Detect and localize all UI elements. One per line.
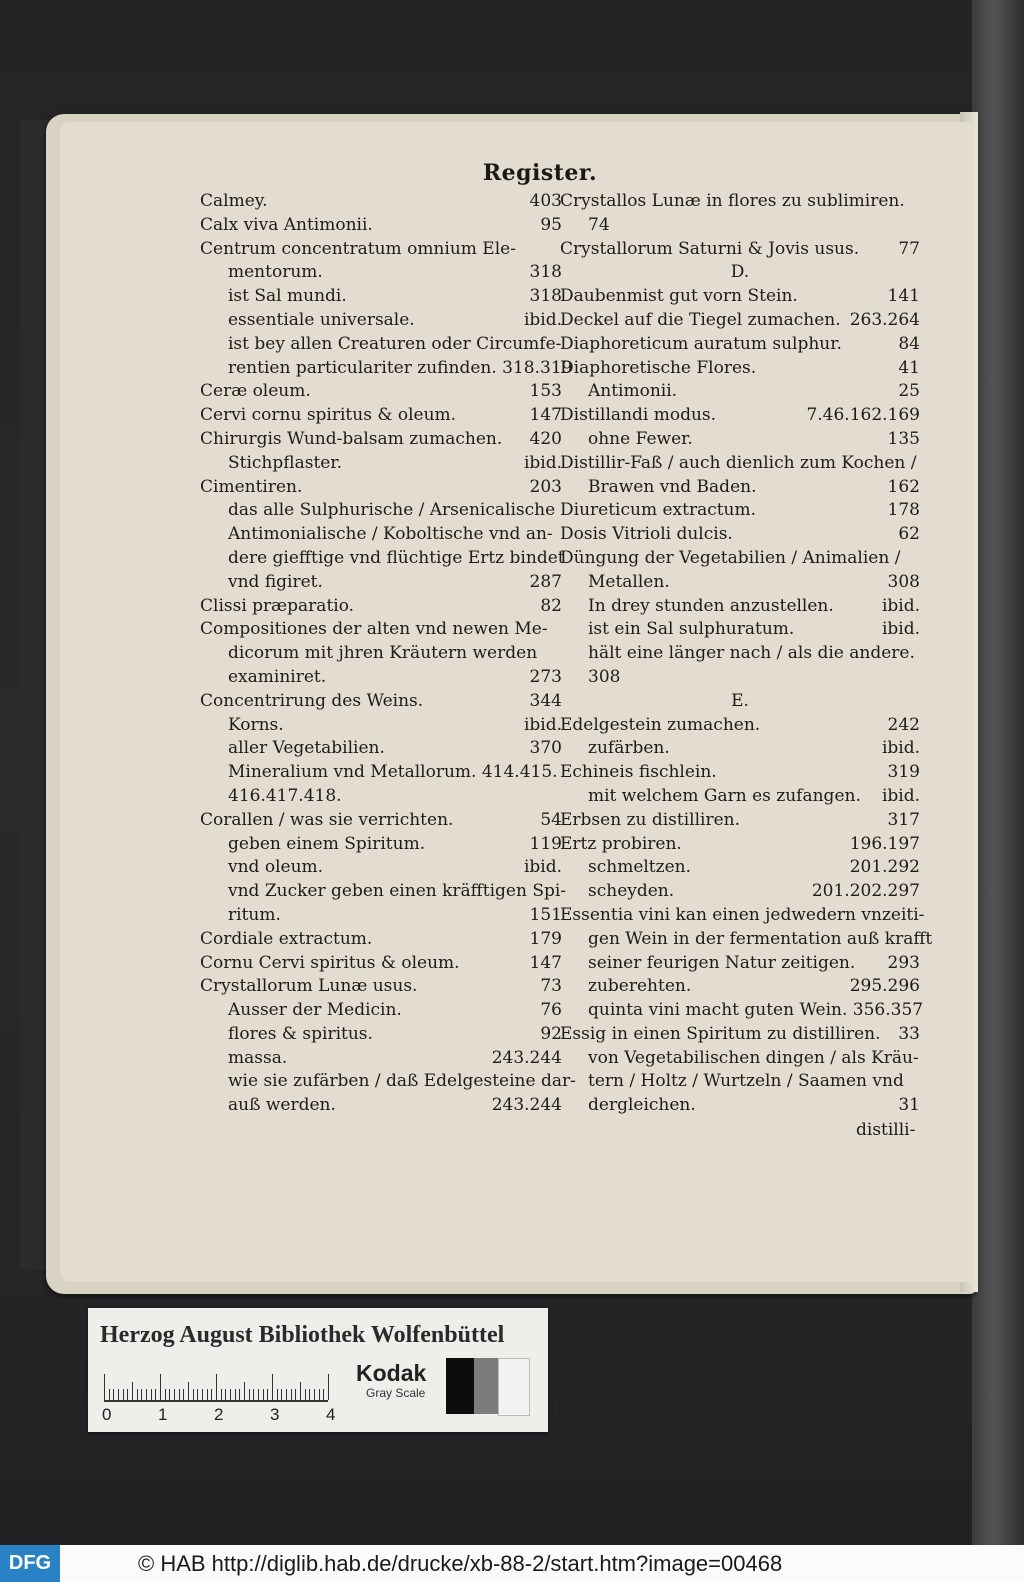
entry-page-number: 196.197 <box>849 833 920 854</box>
register-entry <box>200 1094 562 1118</box>
register-entry <box>200 833 562 857</box>
entry-page-number: 25 <box>898 381 920 402</box>
register-entry <box>560 809 920 833</box>
entry-page-number: 308 <box>887 571 920 592</box>
entry-text: Antimonii. <box>588 381 678 402</box>
entry-text: Dosis Vitrioli dulcis. <box>560 524 733 545</box>
gray-patch <box>474 1358 498 1414</box>
ruler-tick <box>291 1389 292 1400</box>
entry-page-number: 420 <box>529 428 562 449</box>
register-entry <box>560 214 920 238</box>
entry-page-number: 162 <box>887 476 920 497</box>
entry-text: Ertz probiren. <box>560 833 682 854</box>
entry-text: gen Wein in der fermentation auß krafft <box>588 928 933 949</box>
ruler-tick <box>253 1389 254 1400</box>
register-entry <box>560 785 920 809</box>
entry-page-number: 135 <box>887 428 920 449</box>
entry-page-number: 147 <box>529 952 562 973</box>
entry-page-number: ibid. <box>881 595 920 616</box>
register-entry <box>200 952 562 976</box>
ruler-tick <box>309 1389 310 1400</box>
register-entry <box>560 642 920 666</box>
entry-text: ist bey allen Creaturen oder Circumfe- <box>228 333 562 354</box>
ruler-tick <box>221 1389 222 1400</box>
entry-text: ritum. <box>228 904 281 925</box>
register-entry <box>560 618 920 642</box>
entry-text: Distillandi modus. <box>560 405 717 426</box>
register-entry <box>560 928 933 952</box>
register-entry <box>560 523 920 547</box>
register-left-column <box>200 190 576 1118</box>
ruler-tick <box>216 1374 217 1400</box>
entry-page-number: 243.244 <box>491 1095 562 1116</box>
register-entry <box>560 714 920 738</box>
entry-text: Compositiones der alten vnd newen Me- <box>200 619 548 640</box>
register-entry <box>200 595 562 619</box>
ruler-label: 4 <box>326 1405 336 1424</box>
entry-page-number: ibid. <box>523 857 562 878</box>
catchword: distilli- <box>856 1120 916 1140</box>
ruler-tick <box>235 1389 236 1400</box>
register-entry <box>200 1023 562 1047</box>
register-entry <box>200 904 562 928</box>
register-entry <box>560 190 920 214</box>
ruler-tick <box>174 1389 175 1400</box>
register-entry <box>200 238 562 262</box>
dfg-logo: DFG <box>0 1545 60 1582</box>
entry-text: Cornu Cervi spiritus & oleum. <box>200 952 460 973</box>
ruler-tick <box>146 1389 147 1400</box>
entry-page-number: ibid. <box>523 452 562 473</box>
entry-text: Corallen / was sie verrichten. <box>200 809 454 830</box>
register-entry <box>200 261 562 285</box>
entry-text: 308 <box>588 666 621 687</box>
register-entry <box>200 523 562 547</box>
register-entry <box>560 761 920 785</box>
entry-page-number: 179 <box>529 928 562 949</box>
entry-page-number: 263.264 <box>849 309 920 330</box>
entry-page-number: 92 <box>540 1023 562 1044</box>
entry-page-number: 153 <box>529 381 562 402</box>
ruler-tick <box>169 1389 170 1400</box>
register-entry <box>560 476 920 500</box>
register-entry <box>200 785 562 809</box>
ruler-tick <box>211 1389 212 1400</box>
ruler-tick <box>160 1374 161 1400</box>
register-entry <box>200 404 562 428</box>
register-entry <box>200 975 562 999</box>
ruler-tick <box>141 1389 142 1400</box>
entry-text: Ausser der Medicin. <box>228 1000 402 1021</box>
entry-text: Concentrirung des Weins. <box>200 690 424 711</box>
entry-text: wie sie zufärben / daß Edelgesteine dar- <box>228 1071 576 1092</box>
register-entry <box>560 309 920 333</box>
color-calibration-card <box>88 1308 548 1432</box>
section-letter <box>560 261 920 285</box>
ruler-tick <box>323 1389 324 1400</box>
entry-page-number: 178 <box>887 500 920 521</box>
entry-text: rentien particulariter zufinden. 318.319 <box>228 357 573 378</box>
entry-page-number: 293 <box>887 952 920 973</box>
entry-text: hält eine länger nach / als die andere. <box>588 643 915 664</box>
entry-page-number: 7.46.162.169 <box>806 405 920 426</box>
entry-text: Centrum concentratum omnium Ele- <box>200 238 516 259</box>
ruler-tick <box>179 1389 180 1400</box>
register-entry <box>200 309 562 333</box>
ruler-tick <box>109 1389 110 1400</box>
entry-page-number: 287 <box>529 571 562 592</box>
entry-text: quinta vini macht guten Wein. 356.357 <box>588 1000 924 1021</box>
register-entry <box>200 809 562 833</box>
register-right-column <box>560 190 933 1118</box>
entry-text: ist Sal mundi. <box>228 286 347 307</box>
ruler-tick <box>165 1389 166 1400</box>
entry-page-number: 76 <box>540 1000 562 1021</box>
entry-text: Chirurgis Wund-balsam zumachen. <box>200 428 503 449</box>
register-entry <box>200 999 562 1023</box>
entry-text: Diaphoreticum auratum sulphur. <box>560 333 842 354</box>
ruler-tick <box>314 1389 315 1400</box>
entry-text: Distillir-Faß / auch dienlich zum Kochen / <box>560 452 917 473</box>
entry-page-number: 147 <box>529 405 562 426</box>
register-entry <box>200 1047 562 1071</box>
ruler-tick <box>263 1389 264 1400</box>
kodak-logo: Kodak <box>356 1360 427 1386</box>
entry-text: 74 <box>588 214 610 235</box>
register-entry <box>200 1070 576 1094</box>
ruler-tick <box>104 1374 105 1400</box>
register-entry <box>560 357 920 381</box>
entry-text: ist ein Sal sulphuratum. <box>588 619 795 640</box>
ruler-tick <box>202 1389 203 1400</box>
entry-page-number: 84 <box>898 333 920 354</box>
register-entry <box>200 690 562 714</box>
ruler-tick <box>277 1389 278 1400</box>
entry-page-number: 54 <box>540 809 562 830</box>
ruler-tick <box>239 1389 240 1400</box>
entry-text: Diaphoretische Flores. <box>560 357 757 378</box>
entry-text: 416.417.418. <box>228 785 342 806</box>
register-entry <box>200 452 562 476</box>
entry-text: vnd Zucker geben einen kräfftigen Spi- <box>228 881 567 902</box>
entry-text: zuberehten. <box>588 976 692 997</box>
section-letter <box>560 690 920 714</box>
entry-page-number: 62 <box>898 524 920 545</box>
register-entry <box>200 880 567 904</box>
entry-page-number: 370 <box>529 738 562 759</box>
ruler-label: 1 <box>158 1405 168 1424</box>
white-patch <box>498 1358 530 1416</box>
entry-text: Crystallorum Saturni & Jovis usus. <box>560 238 860 259</box>
entry-text: D. <box>730 262 750 283</box>
register-entry <box>200 761 562 785</box>
ruler-tick <box>127 1389 128 1400</box>
entry-page-number: 119 <box>529 833 562 854</box>
register-entry <box>560 452 920 476</box>
ruler-tick <box>132 1382 133 1400</box>
entry-text: mit welchem Garn es zufangen. <box>588 785 861 806</box>
ruler-tick <box>300 1382 301 1400</box>
entry-text: mentorum. <box>228 262 323 283</box>
entry-text: Mineralium vnd Metallorum. 414.415. <box>228 762 558 783</box>
register-entry <box>560 904 925 928</box>
copyright-url[interactable]: © HAB http://diglib.hab.de/drucke/xb-88-2/start.htm?image=00468 <box>138 1551 783 1576</box>
ruler-tick <box>267 1389 268 1400</box>
entry-page-number: 151 <box>529 904 562 925</box>
entry-text: dergleichen. <box>588 1095 696 1116</box>
entry-text: Cordiale extractum. <box>200 928 373 949</box>
entry-text: seiner feurigen Natur zeitigen. <box>588 952 856 973</box>
entry-text: essentiale universale. <box>228 309 415 330</box>
entry-page-number: 141 <box>887 286 920 307</box>
entry-text: examiniret. <box>228 666 327 687</box>
register-entry <box>560 833 920 857</box>
register-entry <box>560 975 920 999</box>
ruler-tick <box>328 1374 329 1400</box>
entry-text: tern / Holtz / Wurtzeln / Saamen vnd <box>588 1071 904 1092</box>
register-entry <box>560 737 920 761</box>
ruler-label: 3 <box>270 1405 280 1424</box>
ruler-tick <box>305 1389 306 1400</box>
register-entry <box>560 1047 920 1071</box>
ruler-label: 0 <box>102 1405 112 1424</box>
entry-text: aller Vegetabilien. <box>228 738 385 759</box>
entry-page-number: ibid. <box>881 619 920 640</box>
entry-page-number: 41 <box>898 357 920 378</box>
adjacent-page-strip <box>972 0 1024 1545</box>
entry-text: Crystallorum Lunæ usus. <box>200 976 418 997</box>
ruler-tick <box>244 1382 245 1400</box>
entry-page-number: 33 <box>898 1023 920 1044</box>
entry-text: zufärben. <box>588 738 670 759</box>
entry-page-number: 318 <box>529 262 562 283</box>
entry-page-number: 318 <box>529 286 562 307</box>
ruler-tick <box>183 1389 184 1400</box>
register-entry <box>560 547 920 571</box>
ruler-tick <box>272 1374 273 1400</box>
entry-text: Ceræ oleum. <box>200 381 311 402</box>
entry-text: Stichpflaster. <box>228 452 343 473</box>
register-entry <box>560 238 920 262</box>
register-entry <box>200 856 562 880</box>
register-entry <box>560 285 920 309</box>
entry-page-number: 73 <box>540 976 562 997</box>
register-entry <box>200 737 562 761</box>
register-entry <box>560 404 920 428</box>
entry-text: vnd oleum. <box>228 857 324 878</box>
register-entry <box>560 595 920 619</box>
ruler-tick <box>286 1389 287 1400</box>
entry-text: schmeltzen. <box>588 857 692 878</box>
register-entry <box>200 547 565 571</box>
register-entry <box>560 428 920 452</box>
entry-text: flores & spiritus. <box>228 1023 373 1044</box>
entry-text: Echineis fischlein. <box>560 762 717 783</box>
entry-page-number: ibid. <box>523 714 562 735</box>
register-entry <box>200 618 562 642</box>
entry-text: auß werden. <box>228 1095 336 1116</box>
entry-text: Crystallos Lunæ in flores zu sublimiren. <box>560 191 905 211</box>
ruler-label: 2 <box>214 1405 224 1424</box>
register-entry <box>200 642 562 666</box>
entry-page-number: 317 <box>887 809 920 830</box>
entry-page-number: 295.296 <box>849 976 920 997</box>
ruler-tick <box>155 1389 156 1400</box>
entry-page-number: 203 <box>529 476 562 497</box>
register-entry <box>200 714 562 738</box>
entry-page-number: ibid. <box>523 309 562 330</box>
ruler-tick <box>207 1389 208 1400</box>
ruler-tick <box>137 1389 138 1400</box>
scale-ruler <box>104 1370 328 1402</box>
register-entry <box>560 571 920 595</box>
entry-text: Metallen. <box>588 571 670 592</box>
gray-scale-label: Gray Scale <box>366 1386 426 1400</box>
entry-text: das alle Sulphurische / Arsenicalische <box>228 500 556 521</box>
register-entry <box>200 476 562 500</box>
ruler-tick <box>118 1389 119 1400</box>
register-entry <box>200 571 562 595</box>
entry-page-number: 201.202.297 <box>811 881 920 902</box>
entry-text: Calmey. <box>200 191 268 211</box>
register-entry <box>200 499 562 523</box>
ruler-tick <box>249 1389 250 1400</box>
register-entry <box>560 499 920 523</box>
register-entry <box>560 952 920 976</box>
entry-text: Korns. <box>228 714 284 735</box>
entry-page-number: ibid. <box>881 785 920 806</box>
ruler-tick <box>188 1382 189 1400</box>
register-entry <box>200 357 573 381</box>
register-entry <box>200 190 562 214</box>
register-entry <box>200 333 562 357</box>
register-entry <box>560 666 920 690</box>
register-entry <box>200 380 562 404</box>
register-entry <box>200 928 562 952</box>
library-name: Herzog August Bibliothek Wolfenbüttel <box>100 1322 505 1348</box>
entry-text: Calx viva Antimonii. <box>200 214 373 235</box>
entry-text: geben einem Spiritum. <box>228 833 426 854</box>
ruler-tick <box>295 1389 296 1400</box>
entry-text: scheyden. <box>588 881 675 902</box>
entry-text: ohne Fewer. <box>588 428 693 449</box>
ruler-tick <box>319 1389 320 1400</box>
entry-text: Clissi præparatio. <box>200 595 355 616</box>
register-entry <box>560 856 920 880</box>
entry-text: vnd figiret. <box>228 571 323 592</box>
entry-page-number: 243.244 <box>491 1047 562 1068</box>
entry-page-number: 242 <box>887 714 920 735</box>
ruler-tick <box>197 1389 198 1400</box>
entry-text: massa. <box>228 1047 288 1068</box>
entry-text: Düngung der Vegetabilien / Animalien / <box>560 547 901 568</box>
register-entry <box>560 999 924 1023</box>
ruler-tick <box>123 1389 124 1400</box>
entry-text: Erbsen zu distilliren. <box>560 809 741 830</box>
entry-text: Deckel auf die Tiegel zumachen. <box>560 309 841 330</box>
entry-text: dere giefftige vnd flüchtige Ertz bindet <box>228 547 565 568</box>
entry-page-number: 77 <box>898 238 920 259</box>
register-entry <box>560 333 920 357</box>
entry-text: Essentia vini kan einen jedwedern vnzeiti- <box>560 904 925 925</box>
entry-text: Daubenmist gut vorn Stein. <box>560 286 798 307</box>
ruler-tick <box>151 1389 152 1400</box>
entry-text: E. <box>731 690 749 711</box>
entry-text: dicorum mit jhren Kräutern werden <box>228 643 538 664</box>
entry-text: Diureticum extractum. <box>560 500 757 521</box>
entry-page-number: 201.292 <box>849 857 920 878</box>
ruler-tick <box>258 1389 259 1400</box>
ruler-tick <box>281 1389 282 1400</box>
register-entry <box>560 380 920 404</box>
entry-text: Cimentiren. <box>200 476 303 497</box>
entry-page-number: 403 <box>529 191 562 211</box>
register-entry <box>560 1070 920 1094</box>
entry-page-number: 95 <box>540 214 562 235</box>
register-entry <box>200 214 562 238</box>
entry-page-number: 273 <box>529 666 562 687</box>
entry-text: von Vegetabilischen dingen / als Kräu- <box>588 1047 919 1068</box>
register-entry <box>200 428 562 452</box>
entry-page-number: 344 <box>529 690 562 711</box>
entry-text: Brawen vnd Baden. <box>588 476 757 497</box>
entry-text: Cervi cornu spiritus & oleum. <box>200 405 457 426</box>
page-header: Register. <box>482 160 598 186</box>
ruler-tick <box>225 1389 226 1400</box>
entry-page-number: 82 <box>540 595 562 616</box>
entry-page-number: 319 <box>887 762 920 783</box>
ruler-tick <box>230 1389 231 1400</box>
ruler-tick <box>193 1389 194 1400</box>
entry-text: Edelgestein zumachen. <box>560 714 761 735</box>
register-entry <box>200 285 562 309</box>
black-patch <box>446 1358 474 1414</box>
register-entry <box>200 666 562 690</box>
entry-text: Essig in einen Spiritum zu distilliren. <box>560 1023 881 1044</box>
entry-page-number: ibid. <box>881 738 920 759</box>
register-entry <box>560 1023 920 1047</box>
entry-page-number: 31 <box>898 1095 920 1116</box>
ruler-tick <box>113 1389 114 1400</box>
register-entry <box>560 1094 920 1118</box>
register-entry <box>560 880 920 904</box>
entry-text: Antimonialische / Koboltische vnd an- <box>228 524 553 545</box>
entry-text: In drey stunden anzustellen. <box>588 595 834 616</box>
